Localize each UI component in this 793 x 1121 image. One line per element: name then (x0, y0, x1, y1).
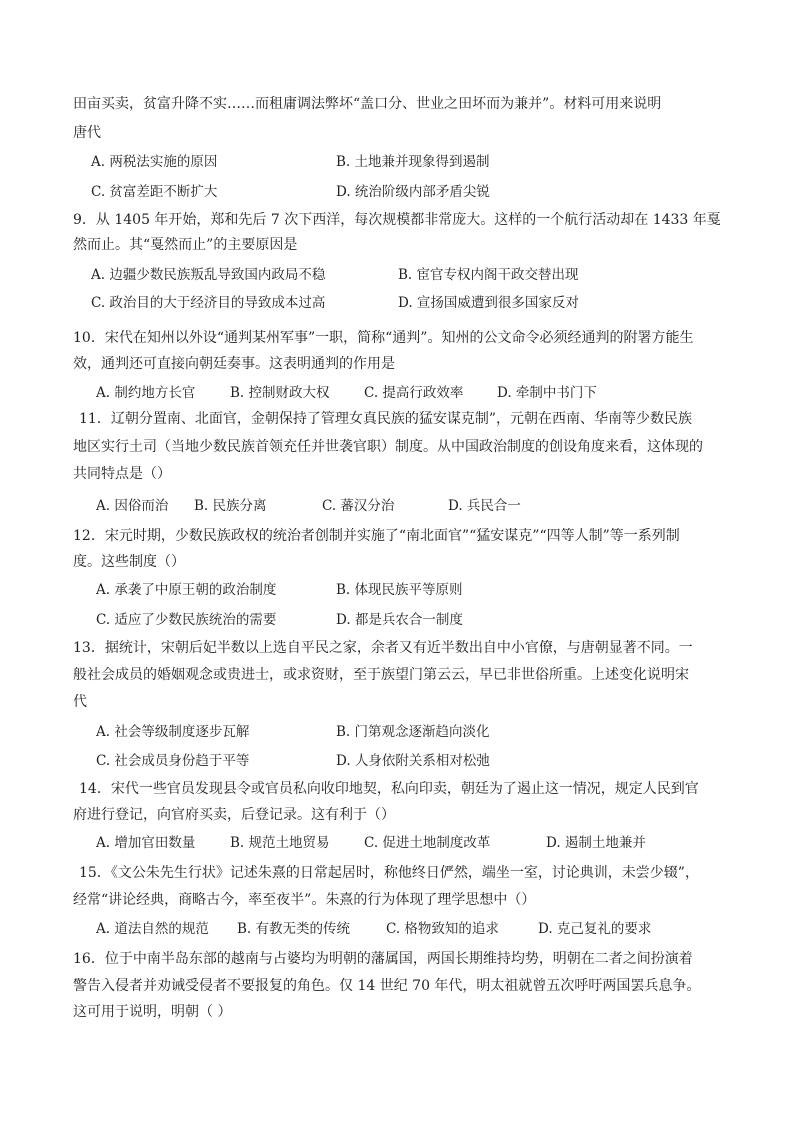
q13-option-c: C. 社会成员身份趋于平等 (96, 753, 250, 769)
q14-option-d: D. 遏制土地兼并 (546, 835, 646, 851)
q10-stem-line-2: 效，通判还可直接向朝廷奏事。这表明通判的作用是 (73, 356, 395, 372)
q13-stem-line-2: 般社会成员的婚姻观念或贵进士，或求资财，至于族望门第云云，早已非世俗所重。上述变化说明宋 (73, 667, 689, 683)
q12-option-a: A. 承袭了中原王朝的政治制度 (96, 582, 277, 598)
q10-option-a: A. 制约地方长官 (96, 385, 196, 401)
q9-option-a: A. 边疆少数民族叛乱导致国内政局不稳 (91, 267, 326, 283)
q13-option-a: A. 社会等级制度逐步瓦解 (96, 724, 250, 740)
q14-option-a: A. 增加官田数量 (96, 835, 196, 851)
q8-continuation-line-2: 唐代 (73, 125, 101, 141)
q15-stem-line-1: 15．《文公朱先生行状》记述朱熹的日常起居时，称他终日俨然，端坐一室，讨论典训，未尝少辍”， (79, 865, 699, 881)
q13-stem-line-3: 代 (73, 694, 87, 710)
q8-option-a: A. 两税法实施的原因 (91, 154, 218, 170)
q12-option-b: B. 体现民族平等原则 (336, 582, 463, 598)
q13-option-b: B. 门第观念逐渐趋向淡化 (336, 724, 490, 740)
q9-stem-line-1: 9．从 1405 年开始，郑和先后 7 次下西洋，每次规模都非常庞大。这样的一个航行活动却在 1433 年戛 (73, 212, 721, 228)
q13-option-d: D. 人身依附关系相对松弛 (336, 753, 490, 769)
q9-stem-line-2: 然而止。其“戛然而止”的主要原因是 (73, 237, 298, 253)
q11-option-a: A. 因俗而治 (96, 498, 169, 514)
q10-option-b: B. 控制财政大权 (230, 385, 330, 401)
q11-stem-line-1: 11．辽朝分置南、北面官，金朝保持了管理女真民族的猛安谋克制”，元朝在西南、华南等少数民族 (79, 411, 692, 427)
q13-stem-line-1: 13．据统计，宋朝后妃半数以上选自平民之家，余者又有近半数出自中小官僚，与唐朝显著不同。一 (73, 640, 693, 656)
q8-option-d: D. 统治阶级内部矛盾尖锐 (336, 184, 490, 200)
q10-option-d: D. 牵制中书门下 (497, 385, 597, 401)
q11-option-d: D. 兵民合一 (448, 498, 521, 514)
q8-continuation-line-1: 田亩买卖，贫富升降不实……而租庸调法弊坏“盖口分、世业之田坏而为兼并”。材料可用来说明 (73, 96, 662, 112)
q15-option-d: D. 克己复礼的要求 (538, 921, 652, 937)
q9-option-c: C. 政治目的大于经济目的导致成本过高 (91, 295, 326, 311)
q15-stem-line-2: 经常“讲论经典，商略古今，率至夜半”。朱熹的行为体现了理学思想中（） (73, 892, 536, 908)
q11-option-b: B. 民族分离 (194, 498, 267, 514)
q14-stem-line-2: 府进行登记，向官府买卖，后登记录。这有利于（） (73, 807, 395, 823)
q12-option-c: C. 适应了少数民族统治的需要 (96, 612, 277, 628)
q12-option-d: D. 都是兵农合一制度 (336, 612, 463, 628)
q11-option-c: C. 蕃汉分治 (322, 498, 395, 514)
q9-option-d: D. 宣扬国威遭到很多国家反对 (398, 295, 579, 311)
q15-option-b: B. 有教无类的传统 (237, 921, 351, 937)
q14-option-b: B. 规范土地贸易 (230, 835, 330, 851)
q11-stem-line-2: 地区实行土司（当地少数民族首领充任并世袭官职）制度。从中国政治制度的创设角度来看，这体现的 (73, 439, 703, 455)
q15-option-a: A. 道法自然的规范 (96, 921, 209, 937)
q11-stem-line-3: 共同特点是（） (73, 466, 171, 482)
q8-option-c: C. 贫富差距不断扩大 (91, 184, 218, 200)
q14-stem-line-1: 14．宋代一些官员发现县令或官员私向收印地契，私向印卖，朝廷为了遏止这一情况，规定人民到官 (79, 781, 699, 797)
q12-stem-line-1: 12．宋元时期，少数民族政权的统治者创制并实施了“南北面官”“猛安谋克”“四等人制”等一系列制 (73, 528, 680, 544)
q16-stem-line-2: 警告入侵者并劝诫受侵者不要报复的角色。仅 14 世纪 70 年代，明太祖就曾五次呼吁两国罢兵息争。 (73, 978, 701, 994)
q10-stem-line-1: 10．宋代在知州以外设“通判某州军事”一职，简称“通判”。知州的公文命令必须经通判的附署方能生 (73, 330, 694, 346)
q8-option-b: B. 土地兼并现象得到遏制 (336, 154, 490, 170)
q12-stem-line-2: 度。这些制度（） (73, 554, 185, 570)
q10-option-c: C. 提高行政效率 (364, 385, 464, 401)
q16-stem-line-1: 16．位于中南半岛东部的越南与占婆均为明朝的藩属国，两国长期维持均势，明朝在二者之间扮演着 (73, 951, 693, 967)
q14-option-c: C. 促进土地制度改革 (364, 835, 491, 851)
q15-option-c: C. 格物致知的追求 (386, 921, 499, 937)
q9-option-b: B. 宦官专权内阁干政交替出现 (398, 267, 579, 283)
q16-stem-line-3: 这可用于说明，明朝（ ） (73, 1004, 232, 1020)
